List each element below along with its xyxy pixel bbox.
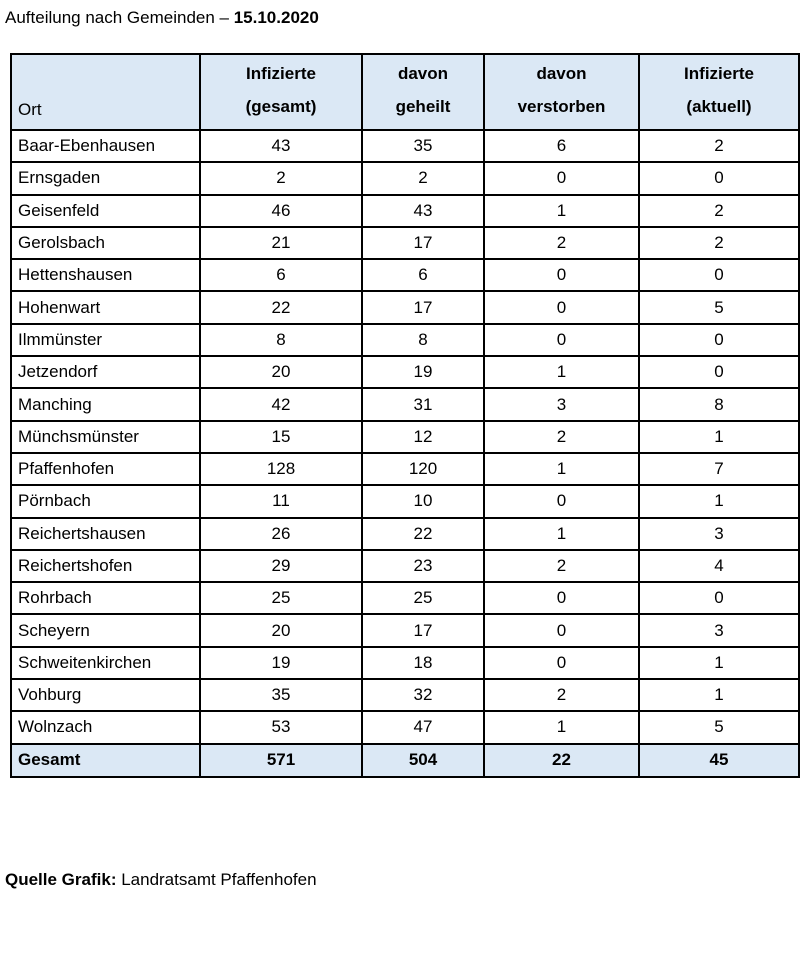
cell-aktuell: 0 bbox=[639, 356, 799, 388]
table-row bbox=[11, 711, 799, 743]
total-geheilt: 504 bbox=[362, 744, 484, 777]
cell-gesamt: 15 bbox=[200, 421, 362, 453]
header-line: (gesamt) bbox=[245, 97, 317, 116]
header-infizierte-gesamt bbox=[200, 54, 362, 130]
source-text: Landratsamt Pfaffenhofen bbox=[116, 870, 317, 889]
total-row bbox=[11, 744, 799, 777]
cell-ort: Münchsmünster bbox=[11, 421, 200, 453]
cell-verstorben: 0 bbox=[484, 324, 639, 356]
cell-geheilt: 32 bbox=[362, 679, 484, 711]
cell-gesamt: 43 bbox=[200, 130, 362, 162]
cell-geheilt: 23 bbox=[362, 550, 484, 582]
table-row bbox=[11, 518, 799, 550]
table-row bbox=[11, 485, 799, 517]
table-row bbox=[11, 130, 799, 162]
header-line: davon bbox=[397, 64, 449, 83]
cell-geheilt: 35 bbox=[362, 130, 484, 162]
cell-gesamt: 6 bbox=[200, 259, 362, 291]
cell-geheilt: 22 bbox=[362, 518, 484, 550]
cell-verstorben: 0 bbox=[484, 614, 639, 646]
table-row bbox=[11, 259, 799, 291]
cell-ort: Scheyern bbox=[11, 614, 200, 646]
cell-gesamt: 20 bbox=[200, 356, 362, 388]
table-row bbox=[11, 291, 799, 323]
cell-aktuell: 5 bbox=[639, 291, 799, 323]
cell-verstorben: 2 bbox=[484, 421, 639, 453]
table-row bbox=[11, 162, 799, 194]
cell-aktuell: 0 bbox=[639, 162, 799, 194]
header-line: geheilt bbox=[395, 97, 451, 116]
cell-verstorben: 1 bbox=[484, 518, 639, 550]
cell-verstorben: 0 bbox=[484, 485, 639, 517]
cell-verstorben: 1 bbox=[484, 356, 639, 388]
cell-geheilt: 17 bbox=[362, 614, 484, 646]
table-row bbox=[11, 388, 799, 420]
total-label: Gesamt bbox=[11, 744, 200, 777]
cell-verstorben: 0 bbox=[484, 162, 639, 194]
cell-verstorben: 1 bbox=[484, 195, 639, 227]
cell-geheilt: 31 bbox=[362, 388, 484, 420]
cell-ort: Ilmmünster bbox=[11, 324, 200, 356]
header-line: Infizierte bbox=[684, 64, 754, 83]
cell-ort: Ernsgaden bbox=[11, 162, 200, 194]
table-row bbox=[11, 582, 799, 614]
cell-ort: Hettenshausen bbox=[11, 259, 200, 291]
total-gesamt: 571 bbox=[200, 744, 362, 777]
cell-aktuell: 2 bbox=[639, 227, 799, 259]
cell-aktuell: 1 bbox=[639, 679, 799, 711]
cell-verstorben: 3 bbox=[484, 388, 639, 420]
cell-aktuell: 0 bbox=[639, 324, 799, 356]
table-row bbox=[11, 324, 799, 356]
cell-geheilt: 8 bbox=[362, 324, 484, 356]
cell-geheilt: 17 bbox=[362, 227, 484, 259]
header-verstorben bbox=[484, 54, 639, 130]
table-row bbox=[11, 227, 799, 259]
cell-ort: Rohrbach bbox=[11, 582, 200, 614]
table-row bbox=[11, 647, 799, 679]
cell-ort: Reichertshausen bbox=[11, 518, 200, 550]
cell-ort: Geisenfeld bbox=[11, 195, 200, 227]
cell-gesamt: 53 bbox=[200, 711, 362, 743]
header-ort: Ort bbox=[11, 54, 200, 130]
cell-ort: Vohburg bbox=[11, 679, 200, 711]
cell-ort: Gerolsbach bbox=[11, 227, 200, 259]
gemeinden-table bbox=[10, 53, 800, 778]
cell-gesamt: 42 bbox=[200, 388, 362, 420]
cell-verstorben: 1 bbox=[484, 453, 639, 485]
cell-geheilt: 120 bbox=[362, 453, 484, 485]
cell-verstorben: 0 bbox=[484, 291, 639, 323]
cell-aktuell: 8 bbox=[639, 388, 799, 420]
title-prefix: Aufteilung nach Gemeinden – bbox=[5, 8, 234, 27]
source-caption bbox=[5, 870, 317, 890]
cell-gesamt: 8 bbox=[200, 324, 362, 356]
header-line: (aktuell) bbox=[686, 97, 752, 116]
total-verstorben: 22 bbox=[484, 744, 639, 777]
cell-aktuell: 3 bbox=[639, 614, 799, 646]
source-label: Quelle Grafik: bbox=[5, 870, 117, 889]
cell-aktuell: 7 bbox=[639, 453, 799, 485]
table-row bbox=[11, 614, 799, 646]
total-aktuell: 45 bbox=[639, 744, 799, 777]
table-row bbox=[11, 453, 799, 485]
table-row bbox=[11, 550, 799, 582]
cell-aktuell: 2 bbox=[639, 130, 799, 162]
cell-geheilt: 25 bbox=[362, 582, 484, 614]
cell-verstorben: 2 bbox=[484, 550, 639, 582]
cell-aktuell: 0 bbox=[639, 259, 799, 291]
cell-gesamt: 25 bbox=[200, 582, 362, 614]
cell-verstorben: 6 bbox=[484, 130, 639, 162]
cell-ort: Pfaffenhofen bbox=[11, 453, 200, 485]
cell-verstorben: 0 bbox=[484, 582, 639, 614]
cell-ort: Manching bbox=[11, 388, 200, 420]
cell-geheilt: 18 bbox=[362, 647, 484, 679]
cell-aktuell: 1 bbox=[639, 647, 799, 679]
cell-gesamt: 29 bbox=[200, 550, 362, 582]
cell-geheilt: 2 bbox=[362, 162, 484, 194]
cell-geheilt: 6 bbox=[362, 259, 484, 291]
cell-gesamt: 20 bbox=[200, 614, 362, 646]
cell-ort: Pörnbach bbox=[11, 485, 200, 517]
cell-gesamt: 11 bbox=[200, 485, 362, 517]
header-line: Infizierte bbox=[246, 64, 316, 83]
cell-gesamt: 22 bbox=[200, 291, 362, 323]
header-line: davon bbox=[536, 64, 587, 83]
cell-gesamt: 128 bbox=[200, 453, 362, 485]
header-line: verstorben bbox=[517, 97, 606, 116]
header-infizierte-aktuell bbox=[639, 54, 799, 130]
cell-gesamt: 35 bbox=[200, 679, 362, 711]
cell-ort: Reichertshofen bbox=[11, 550, 200, 582]
cell-geheilt: 47 bbox=[362, 711, 484, 743]
cell-gesamt: 46 bbox=[200, 195, 362, 227]
cell-gesamt: 19 bbox=[200, 647, 362, 679]
cell-verstorben: 2 bbox=[484, 227, 639, 259]
title-date: 15.10.2020 bbox=[233, 8, 319, 27]
cell-aktuell: 1 bbox=[639, 485, 799, 517]
table-row bbox=[11, 356, 799, 388]
table-row bbox=[11, 195, 799, 227]
cell-gesamt: 26 bbox=[200, 518, 362, 550]
cell-gesamt: 2 bbox=[200, 162, 362, 194]
cell-aktuell: 4 bbox=[639, 550, 799, 582]
cell-verstorben: 1 bbox=[484, 711, 639, 743]
page-title bbox=[5, 8, 319, 28]
cell-geheilt: 10 bbox=[362, 485, 484, 517]
cell-ort: Hohenwart bbox=[11, 291, 200, 323]
cell-aktuell: 2 bbox=[639, 195, 799, 227]
cell-ort: Baar-Ebenhausen bbox=[11, 130, 200, 162]
cell-verstorben: 0 bbox=[484, 259, 639, 291]
table-row bbox=[11, 679, 799, 711]
cell-ort: Schweitenkirchen bbox=[11, 647, 200, 679]
cell-geheilt: 12 bbox=[362, 421, 484, 453]
cell-aktuell: 1 bbox=[639, 421, 799, 453]
cell-aktuell: 5 bbox=[639, 711, 799, 743]
table-body bbox=[11, 130, 799, 744]
cell-gesamt: 21 bbox=[200, 227, 362, 259]
cell-aktuell: 0 bbox=[639, 582, 799, 614]
cell-geheilt: 43 bbox=[362, 195, 484, 227]
cell-geheilt: 19 bbox=[362, 356, 484, 388]
cell-ort: Wolnzach bbox=[11, 711, 200, 743]
cell-geheilt: 17 bbox=[362, 291, 484, 323]
cell-aktuell: 3 bbox=[639, 518, 799, 550]
cell-verstorben: 2 bbox=[484, 679, 639, 711]
header-geheilt bbox=[362, 54, 484, 130]
cell-verstorben: 0 bbox=[484, 647, 639, 679]
table-header-row bbox=[11, 54, 799, 130]
cell-ort: Jetzendorf bbox=[11, 356, 200, 388]
table-row bbox=[11, 421, 799, 453]
